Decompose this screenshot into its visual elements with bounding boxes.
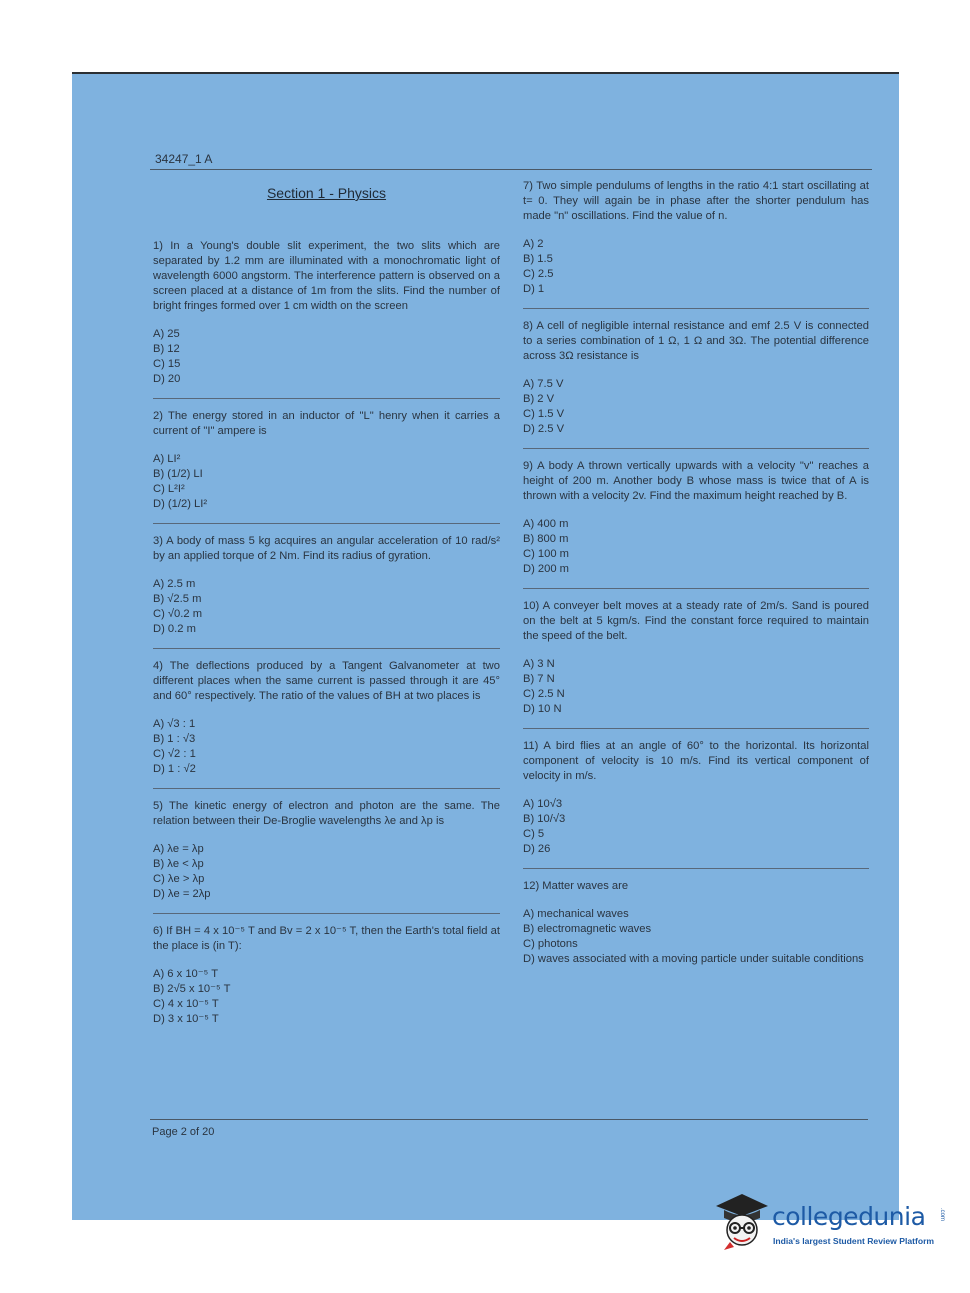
section-title: Section 1 - Physics (266, 185, 387, 201)
question-8 (523, 319, 869, 437)
option-c: C) L²I² (153, 483, 185, 495)
option-c: C) √2 : 1 (153, 748, 196, 760)
question-text: 11) A bird flies at an angle of 60° to the horizontal. Its horizontal component of velocity is 10 m/s. Find its vertical component of velocity in m/s. (523, 740, 869, 782)
question-text: 6) If BH = 4 x 10⁻⁵ T and Bv = 2 x 10⁻⁵ T, then the Earth's total field at the place is (in T): (153, 925, 500, 952)
option-c: C) 15 (153, 358, 181, 370)
question-1 (153, 239, 500, 387)
question-text: 10) A conveyer belt moves at a steady rate of 2m/s. Sand is poured on the belt at 5 kgm/s. Find the constant force required to maintain the speed of the belt. (523, 600, 869, 642)
option-d: D) 3 x 10⁻⁵ T (153, 1013, 219, 1025)
question-2 (153, 409, 500, 512)
option-d: D) 26 (523, 843, 551, 855)
question-divider (153, 648, 500, 649)
option-a: A) 2.5 m (153, 578, 196, 590)
question-9 (523, 459, 869, 577)
question-10 (523, 599, 869, 717)
option-b: B) 12 (153, 343, 180, 355)
option-a: A) 3 N (523, 658, 555, 670)
question-divider (153, 788, 500, 789)
option-a: A) √3 : 1 (153, 718, 196, 730)
question-divider (523, 448, 869, 449)
options-list (153, 327, 500, 387)
question-7 (523, 179, 869, 297)
right-column (523, 179, 869, 967)
question-divider (523, 728, 869, 729)
option-b: B) 2√5 x 10⁻⁵ T (153, 983, 231, 995)
question-divider (153, 523, 500, 524)
option-d: D) 10 N (523, 703, 562, 715)
options-list (153, 967, 500, 1027)
option-b: B) 1.5 (523, 253, 553, 265)
option-d: D) 0.2 m (153, 623, 196, 635)
option-b: B) 7 N (523, 673, 555, 685)
question-11 (523, 739, 869, 857)
logo-domain-suffix: .com (939, 1208, 945, 1222)
document-id: 34247_1 A (155, 152, 213, 166)
collegedunia-logo (712, 1190, 952, 1260)
question-12 (523, 879, 869, 967)
option-a: A) 7.5 V (523, 378, 564, 390)
option-c: C) λe > λp (153, 873, 205, 885)
question-divider (153, 913, 500, 914)
option-c: C) 100 m (523, 548, 570, 560)
page-number: Page 2 of 20 (152, 1126, 215, 1138)
option-b: B) (1/2) LI (153, 468, 203, 480)
question-text: 5) The kinetic energy of electron and photon are the same. The relation between their De-Broglie wavelengths λe and λp is (153, 800, 500, 827)
options-list (153, 842, 500, 902)
question-text: 12) Matter waves are (523, 880, 629, 892)
option-d: D) 200 m (523, 563, 570, 575)
question-text: 7) Two simple pendulums of lengths in the ratio 4:1 start oscillating at t= 0. They will again be in phase after the shorter pendulum has made "n" oscillations. Find the value of n. (523, 180, 869, 222)
left-column (153, 179, 500, 1027)
option-d: D) 1 (523, 283, 545, 295)
option-b: B) 10/√3 (523, 813, 566, 825)
question-3 (153, 534, 500, 637)
option-a: A) 2 (523, 238, 544, 250)
question-divider (523, 588, 869, 589)
question-4 (153, 659, 500, 777)
option-a: A) LI² (153, 453, 181, 465)
options-list (523, 237, 869, 297)
scanned-page (72, 72, 899, 1220)
option-b: B) 1 : √3 (153, 733, 196, 745)
options-list (153, 452, 500, 512)
option-d: D) 2.5 V (523, 423, 565, 435)
question-divider (153, 398, 500, 399)
logo-wordmark: collegedunia (772, 1202, 926, 1231)
question-divider (523, 308, 869, 309)
options-list (153, 717, 500, 777)
header-rule (150, 169, 872, 170)
question-text: 8) A cell of negligible internal resistance and emf 2.5 V is connected to a series combination of 1 Ω, 1 Ω and 3Ω. The potential difference across 3Ω resistance is (523, 320, 869, 362)
option-a: A) λe = λp (153, 843, 204, 855)
options-list (523, 377, 869, 437)
options-list (523, 797, 869, 857)
option-b: B) 2 V (523, 393, 555, 405)
option-a: A) 25 (153, 328, 180, 340)
options-list (523, 657, 869, 717)
option-a: A) 6 x 10⁻⁵ T (153, 968, 219, 980)
option-b: B) √2.5 m (153, 593, 202, 605)
option-c: C) 5 (523, 828, 545, 840)
option-d: D) 1 : √2 (153, 763, 196, 775)
option-c: C) √0.2 m (153, 608, 203, 620)
option-a: A) 10√3 (523, 798, 563, 810)
option-d: D) 20 (153, 373, 181, 385)
footer-rule (150, 1119, 868, 1120)
option-d: D) (1/2) LI² (153, 498, 208, 510)
option-b: B) electromagnetic waves (523, 923, 652, 935)
question-text: 1) In a Young's double slit experiment, the two slits which are separated by 1.2 mm are illuminated with a monochromatic light of wavelength 6000 angstorm. The interference pattern is observed on a screen placed at a distance of 1m from the slits. Find the number of bright fringes formed over 1 cm width on the screen (153, 240, 500, 312)
question-text: 3) A body of mass 5 kg acquires an angular acceleration of 10 rad/s² by an applied torque of 2 Nm. Find its radius of gyration. (153, 535, 500, 562)
question-text: 4) The deflections produced by a Tangent Galvanometer at two different places when the same current is passed through it are 45° and 60° respectively. The ratio of the values of BH at two places is (153, 660, 500, 702)
option-d: D) λe = 2λp (153, 888, 211, 900)
question-text: 2) The energy stored in an inductor of "L" henry when it carries a current of "I" ampere is (153, 410, 500, 437)
question-5 (153, 799, 500, 902)
option-c: C) 1.5 V (523, 408, 565, 420)
option-b: B) 800 m (523, 533, 569, 545)
option-c: C) 4 x 10⁻⁵ T (153, 998, 219, 1010)
option-b: B) λe < λp (153, 858, 204, 870)
options-list (523, 907, 869, 967)
option-c: C) photons (523, 938, 578, 950)
option-a: A) 400 m (523, 518, 569, 530)
option-c: C) 2.5 N (523, 688, 565, 700)
question-text: 9) A body A thrown vertically upwards with a velocity "v" reaches a height of 200 m. Another body B whose mass is twice that of A is thrown with a velocity 2v. Find the maximum height reached by B. (523, 460, 869, 502)
options-list (153, 577, 500, 637)
logo-tagline: India's largest Student Review Platform (773, 1236, 935, 1246)
option-d: D) waves associated with a moving particle under suitable conditions (523, 953, 864, 965)
graduate-mascot-icon (712, 1190, 770, 1252)
question-6 (153, 924, 500, 1027)
question-divider (523, 868, 869, 869)
option-a: A) mechanical waves (523, 908, 629, 920)
options-list (523, 517, 869, 577)
option-c: C) 2.5 (523, 268, 554, 280)
